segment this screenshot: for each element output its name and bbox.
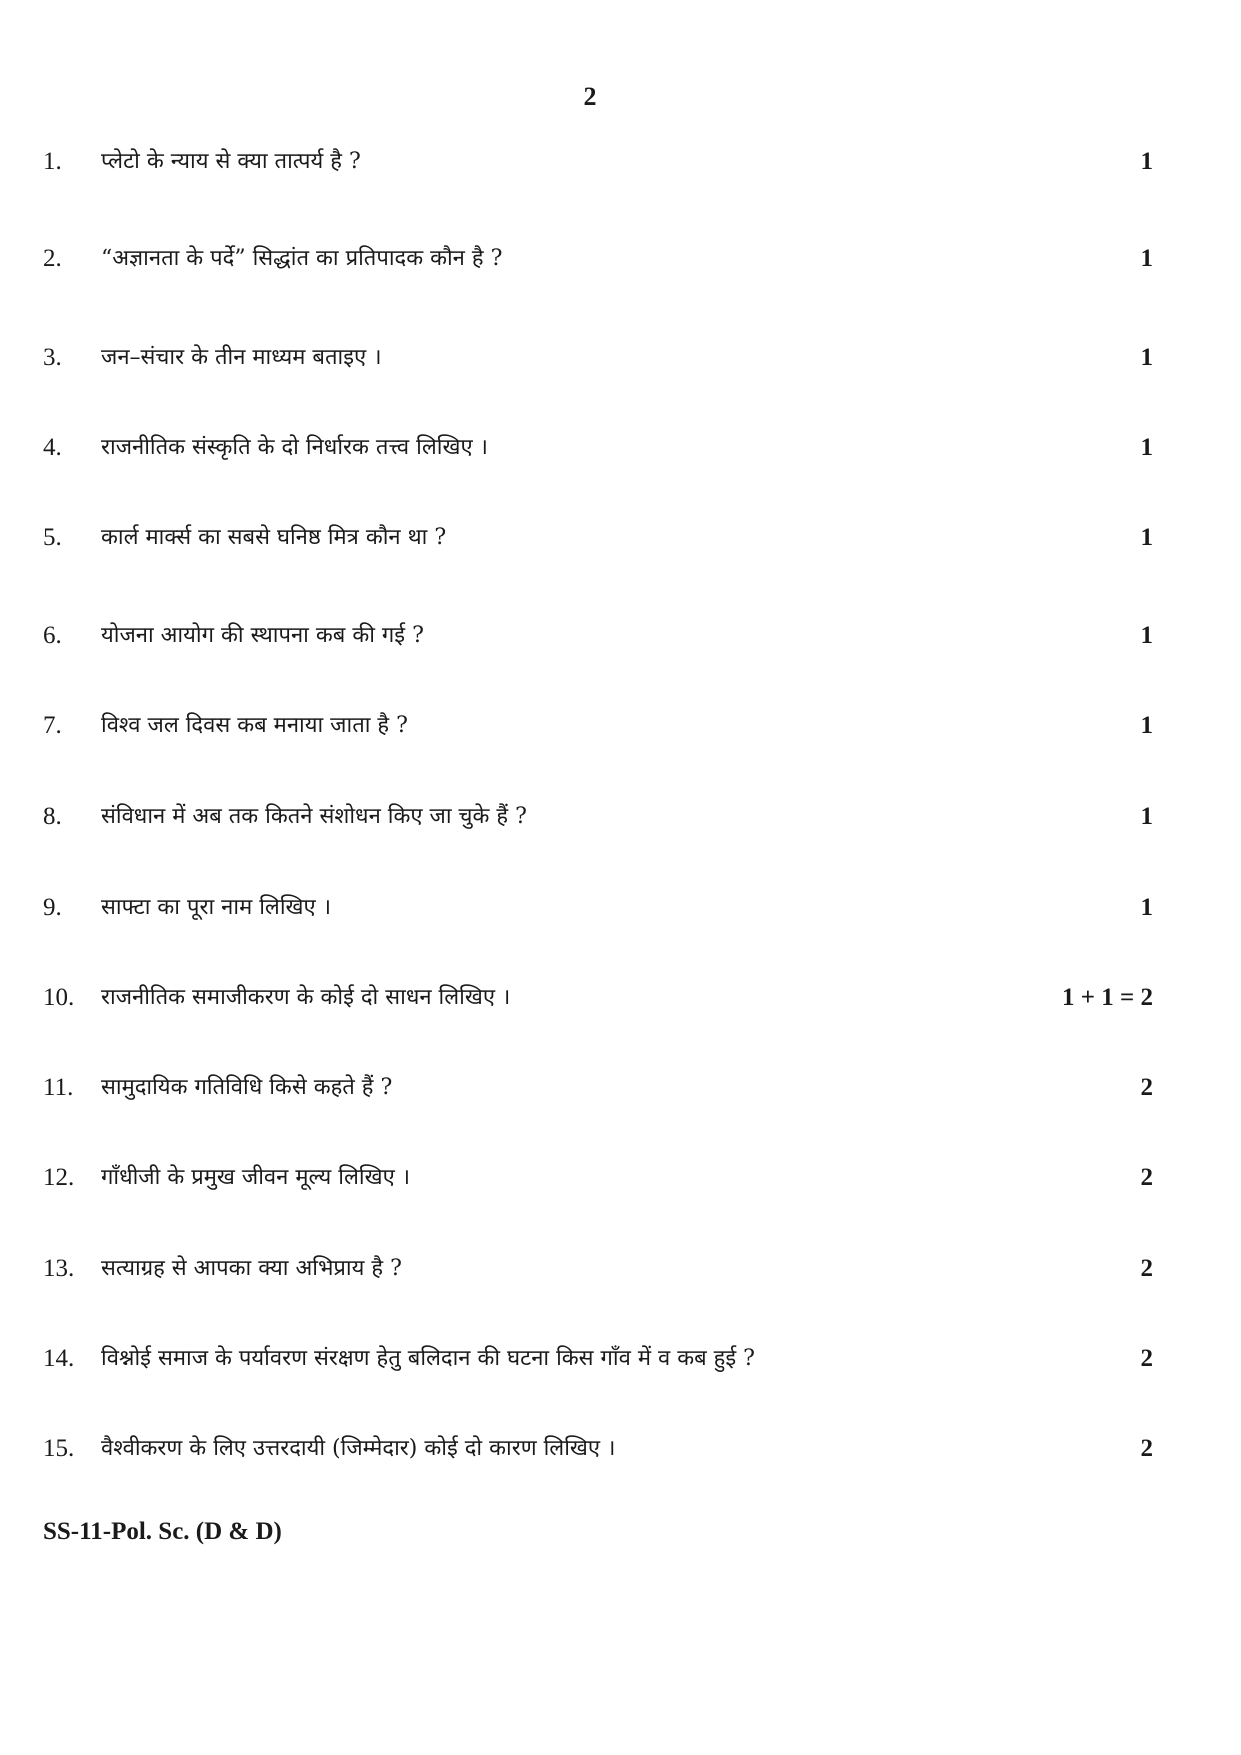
question-number: 12. <box>43 1164 75 1191</box>
question-text: कार्ल मार्क्स का सबसे घनिष्ठ मित्र कौन था ? <box>101 525 447 550</box>
question-marks: 2 <box>1140 1345 1153 1372</box>
question-number: 15. <box>43 1435 75 1462</box>
question-number: 8. <box>43 803 62 830</box>
question-text: साफ्टा का पूरा नाम लिखिए । <box>101 895 332 920</box>
question-marks: 1 <box>1140 434 1153 461</box>
question-item <box>0 706 1241 746</box>
question-item <box>0 338 1241 378</box>
question-marks: 1 <box>1140 245 1153 272</box>
question-marks: 2 <box>1140 1074 1153 1101</box>
question-number: 13. <box>43 1255 75 1282</box>
question-number: 1. <box>43 148 62 175</box>
question-marks: 1 <box>1140 712 1153 739</box>
question-item <box>0 1339 1241 1379</box>
question-item <box>0 797 1241 837</box>
question-text: राजनीतिक समाजीकरण के कोई दो साधन लिखिए । <box>101 985 511 1010</box>
paper-code: SS-11-Pol. Sc. (D & D) <box>43 1518 282 1545</box>
question-number: 11. <box>43 1074 74 1101</box>
question-text: विश्नोई समाज के पर्यावरण संरक्षण हेतु बलिदान की घटना किस गाँव में व कब हुई ? <box>101 1346 755 1371</box>
question-marks: 1 <box>1140 622 1153 649</box>
question-text: विश्व जल दिवस कब मनाया जाता है ? <box>101 713 408 738</box>
question-number: 5. <box>43 524 62 551</box>
question-text: प्लेटो के न्याय से क्या तात्पर्य है ? <box>101 149 361 174</box>
question-text: गाँधीजी के प्रमुख जीवन मूल्य लिखिए । <box>101 1165 411 1190</box>
question-item <box>0 239 1241 279</box>
page-number: 2 <box>583 82 597 111</box>
question-item <box>0 142 1241 182</box>
question-number: 9. <box>43 894 62 921</box>
question-text: सत्याग्रह से आपका क्या अभिप्राय है ? <box>101 1256 402 1281</box>
question-number: 3. <box>43 344 62 371</box>
question-item <box>0 616 1241 656</box>
question-text: वैश्वीकरण के लिए उत्तरदायी (जिम्मेदार) कोई दो कारण लिखिए । <box>101 1436 616 1461</box>
question-marks: 2 <box>1140 1435 1153 1462</box>
question-item <box>0 978 1241 1018</box>
question-item <box>0 1249 1241 1289</box>
question-text: संविधान में अब तक कितने संशोधन किए जा चुके हैं ? <box>101 804 527 829</box>
question-text: योजना आयोग की स्थापना कब की गई ? <box>101 623 424 648</box>
question-text: सामुदायिक गतिविधि किसे कहते हैं ? <box>101 1075 393 1100</box>
question-item <box>0 518 1241 558</box>
question-marks: 1 <box>1140 344 1153 371</box>
question-number: 6. <box>43 622 62 649</box>
question-text: राजनीतिक संस्कृति के दो निर्धारक तत्त्व लिखिए । <box>101 435 488 460</box>
question-number: 2. <box>43 245 62 272</box>
question-marks: 2 <box>1140 1164 1153 1191</box>
question-item <box>0 888 1241 928</box>
question-marks: 1 <box>1140 894 1153 921</box>
question-text: “अज्ञानता के पर्दे” सिद्धांत का प्रतिपादक कौन है ? <box>101 246 503 271</box>
question-text: जन–संचार के तीन माध्यम बताइए । <box>101 345 382 370</box>
question-number: 7. <box>43 712 62 739</box>
question-item <box>0 1158 1241 1198</box>
question-number: 10. <box>43 984 75 1011</box>
question-number: 4. <box>43 434 62 461</box>
question-item <box>0 428 1241 468</box>
question-marks: 1 <box>1140 524 1153 551</box>
question-marks: 1 <box>1140 148 1153 175</box>
question-item <box>0 1068 1241 1108</box>
question-marks: 1 <box>1140 803 1153 830</box>
question-marks: 2 <box>1140 1255 1153 1282</box>
question-item <box>0 1429 1241 1469</box>
question-marks: 1 + 1 = 2 <box>1062 984 1153 1011</box>
question-number: 14. <box>43 1345 75 1372</box>
